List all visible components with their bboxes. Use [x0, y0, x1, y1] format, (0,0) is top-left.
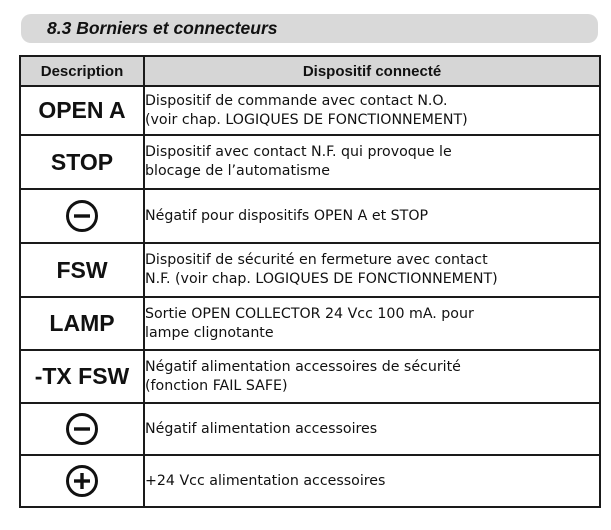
terminal-code: -TX FSW: [20, 350, 144, 403]
description-line: Négatif alimentation accessoires: [145, 420, 378, 437]
description-line: (fonction FAIL SAFE): [145, 377, 288, 394]
section-title: 8.3 Borniers et connecteurs: [21, 14, 598, 43]
terminal-code: OPEN A: [20, 86, 144, 135]
terminal-description: [144, 86, 600, 135]
terminal-code: STOP: [20, 135, 144, 189]
header-connected-device: Dispositif connecté: [144, 56, 600, 86]
terminal-description: [144, 350, 600, 403]
description-line: Sortie OPEN COLLECTOR 24 Vcc 100 mA. pour: [145, 305, 474, 322]
description-line: Dispositif de sécurité en fermeture avec contact: [145, 252, 488, 268]
terminal-description: [144, 403, 600, 455]
terminal-code: [20, 189, 144, 243]
description-line: N.F. (voir chap. LOGIQUES DE FONCTIONNEMENT): [145, 271, 498, 287]
terminal-code: [20, 403, 144, 455]
table-header-row: [20, 56, 600, 86]
table-row: [20, 243, 600, 297]
plus-circle-icon: [65, 464, 99, 498]
table-row: [20, 403, 600, 455]
header-description: Description: [20, 56, 144, 86]
terminals-table: [19, 55, 601, 508]
description-line: blocage de l’automatisme: [145, 163, 330, 179]
description-line: Dispositif de commande avec contact N.O.: [145, 92, 448, 109]
terminal-description: [144, 243, 600, 297]
description-line: (voir chap. LOGIQUES DE FONCTIONNEMENT): [145, 111, 468, 128]
minus-circle-icon: [65, 412, 99, 446]
terminal-code: FSW: [20, 243, 144, 297]
terminal-code: LAMP: [20, 297, 144, 350]
description-line: Négatif alimentation accessoires de sécurité: [145, 358, 461, 375]
table-row: [20, 189, 600, 243]
description-line: +24 Vcc alimentation accessoires: [145, 472, 386, 489]
description-line: lampe clignotante: [145, 324, 274, 341]
table-row: [20, 297, 600, 350]
table-row: [20, 455, 600, 507]
minus-circle-icon: [65, 199, 99, 233]
table-row: [20, 86, 600, 135]
terminal-code: [20, 455, 144, 507]
description-line: Négatif pour dispositifs OPEN A et STOP: [145, 207, 429, 224]
terminal-description: [144, 297, 600, 350]
terminal-description: [144, 455, 600, 507]
table-row: [20, 350, 600, 403]
terminal-description: [144, 135, 600, 189]
description-line: Dispositif avec contact N.F. qui provoque le: [145, 144, 452, 160]
terminal-description: [144, 189, 600, 243]
table-row: [20, 135, 600, 189]
